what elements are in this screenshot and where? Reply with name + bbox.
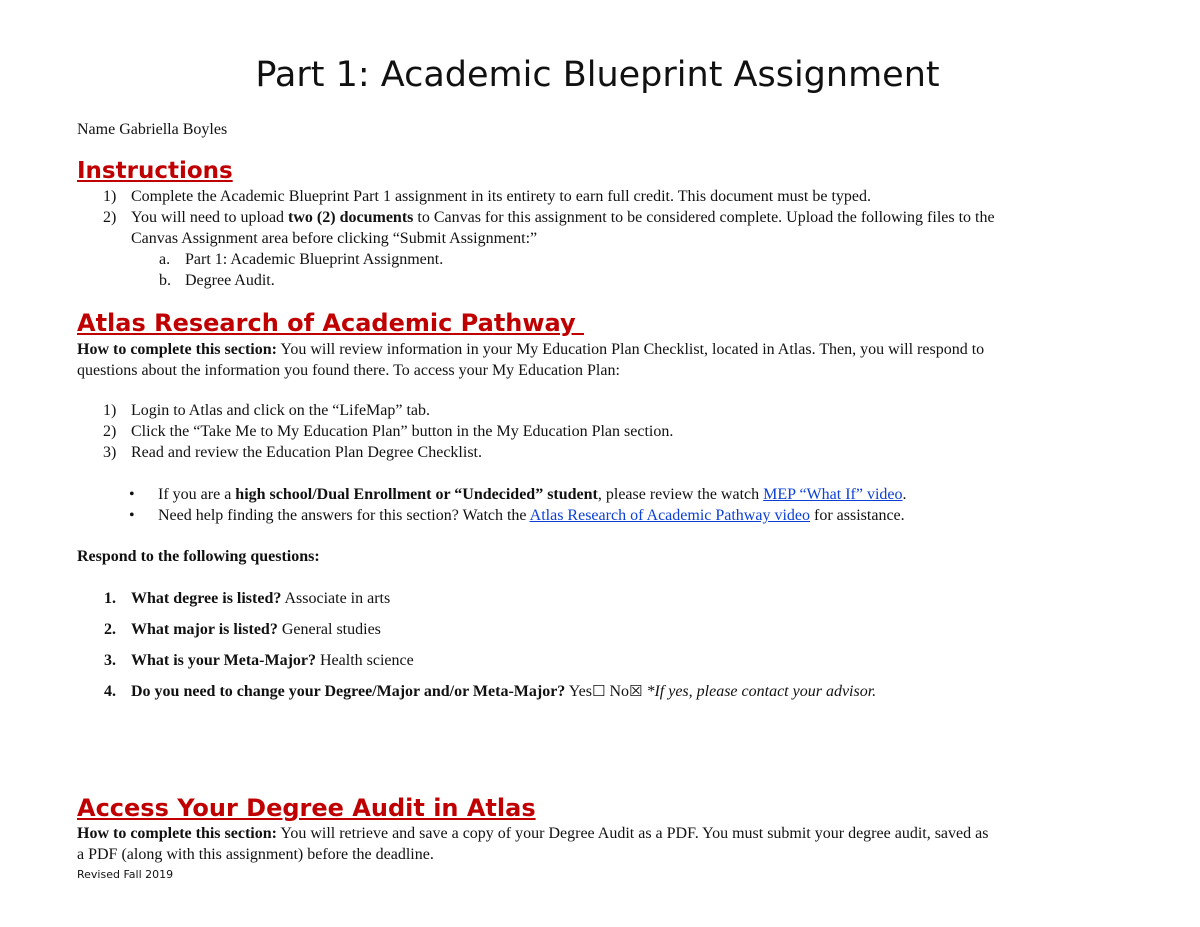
- step-text-3: Read and review the Education Plan Degree Checklist.: [131, 444, 482, 461]
- name-label: Name: [77, 121, 116, 138]
- question-1: What degree is listed? Associate in arts: [131, 590, 391, 607]
- atlas-how-label: How to complete this section:: [77, 341, 277, 358]
- mep-what-if-video-link[interactable]: MEP “What If” video: [763, 486, 903, 503]
- step-num-2: 2): [103, 423, 117, 440]
- instruction-text-1: Complete the Academic Blueprint Part 1 assignment in its entirety to earn full credit. This document must be typed.: [131, 188, 871, 205]
- question-num-3: 3.: [104, 652, 116, 669]
- bullet-line-1: If you are a high school/Dual Enrollment or “Undecided” student, please review the watch MEP “What If” video.: [158, 486, 907, 503]
- instruction-text-2: You will need to upload two (2) documents to Canvas for this assignment to be considered complete. Upload the following files to the: [131, 209, 995, 226]
- audit-how-label: How to complete this section:: [77, 825, 277, 842]
- step-num-1: 1): [103, 402, 117, 419]
- question-num-2: 2.: [104, 621, 116, 638]
- instruction-text-2-cont: Canvas Assignment area before clicking “Submit Assignment:”: [131, 230, 538, 247]
- two-documents-bold: two (2) documents: [288, 209, 414, 226]
- name-value: Gabriella Boyles: [119, 121, 228, 138]
- step-text-1: Login to Atlas and click on the “LifeMap” tab.: [131, 402, 431, 419]
- subitem-text-a: Part 1: Academic Blueprint Assignment.: [185, 251, 444, 268]
- subitem-num-a: a.: [159, 251, 171, 268]
- step-num-3: 3): [103, 444, 117, 461]
- revised-footer: Revised Fall 2019: [77, 868, 174, 881]
- subitem-text-b: Degree Audit.: [185, 272, 275, 289]
- subitem-num-b: b.: [159, 272, 171, 289]
- instruction-num-1: 1): [103, 188, 117, 205]
- answer-3: Health science: [316, 652, 414, 669]
- bullet-icon: •: [129, 507, 135, 524]
- advisor-note: *If yes, please contact your advisor.: [642, 683, 877, 700]
- no-checkbox[interactable]: ☒: [629, 682, 643, 700]
- bullet-icon: •: [129, 486, 135, 503]
- atlas-heading: Atlas Research of Academic Pathway: [77, 309, 585, 337]
- question-4: Do you need to change your Degree/Major and/or Meta-Major? Yes☐ No☒ *If yes, please contact your advisor.: [131, 682, 877, 700]
- instruction-num-2: 2): [103, 209, 117, 226]
- atlas-how-cont: questions about the information you found there. To access your My Education Plan:: [77, 362, 620, 379]
- audit-how-cont: a PDF (along with this assignment) before the deadline.: [77, 846, 434, 863]
- respond-label: Respond to the following questions:: [77, 548, 320, 565]
- yes-checkbox[interactable]: ☐: [591, 682, 606, 700]
- question-num-4: 4.: [104, 683, 116, 700]
- audit-how-line: How to complete this section: You will retrieve and save a copy of your Degree Audit as a PDF. You must submit your degree audit, saved as: [77, 825, 989, 842]
- answer-1: Associate in arts: [281, 590, 391, 607]
- question-2: What major is listed? General studies: [131, 621, 381, 638]
- audit-heading: Access Your Degree Audit in Atlas: [77, 794, 536, 822]
- atlas-research-video-link[interactable]: Atlas Research of Academic Pathway video: [529, 507, 811, 524]
- name-line: [77, 120, 227, 140]
- question-3: What is your Meta-Major? Health science: [131, 652, 414, 669]
- step-text-2: Click the “Take Me to My Education Plan” button in the My Education Plan section.: [131, 423, 674, 440]
- page-title: Part 1: Academic Blueprint Assignment: [255, 55, 940, 95]
- bullet-line-2: Need help finding the answers for this section? Watch the Atlas Research of Academic Pathway video for assistance.: [158, 507, 905, 524]
- instructions-heading: Instructions: [77, 158, 233, 184]
- answer-2: General studies: [277, 621, 381, 638]
- atlas-how-line: How to complete this section: You will review information in your My Education Plan Checklist, located in Atlas. Then, you will respond to: [77, 341, 985, 358]
- question-num-1: 1.: [104, 590, 116, 607]
